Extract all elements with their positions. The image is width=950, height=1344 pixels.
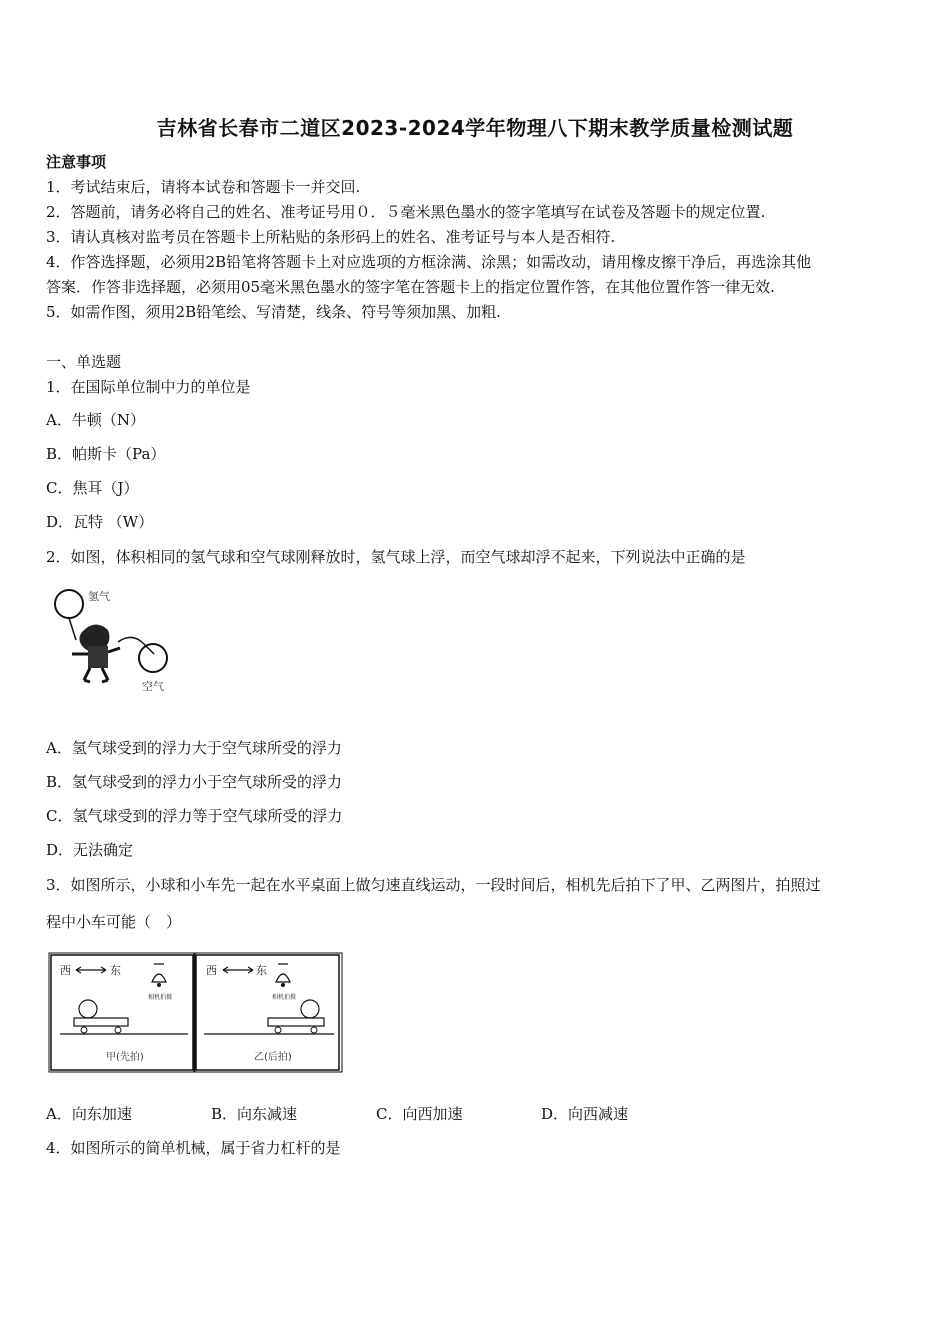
- q2-figure-label-air: 空气: [142, 680, 164, 693]
- q3a-east-label: 东: [110, 964, 121, 977]
- q3-stem-line2: 程中小车可能（ ）: [46, 913, 182, 931]
- notice-item-4: 4．作答选择题，必须用2B铅笔将答题卡上对应选项的方框涂满、涂黑；如需改动，请用橡皮擦干净后，再选涂其他: [46, 253, 812, 271]
- notice-item-4-cont: 答案．作答非选择题，必须用05毫米黑色墨水的签字笔在答题卡上的指定位置作答，在其他位置作答一律无效.: [46, 278, 775, 296]
- q1-stem: 1．在国际单位制中力的单位是: [46, 378, 251, 396]
- q3-stem-line1: 3．如图所示，小球和小车先一起在水平桌面上做匀速直线运动，一段时间后，相机先后拍下了甲、乙两图片，拍照过: [46, 876, 821, 894]
- q2-stem: 2．如图，体积相同的氢气球和空气球刚释放时，氢气球上浮，而空气球却浮不起来，下列说法中正确的是: [46, 548, 746, 566]
- q1-option-b: B．帕斯卡（Pa）: [46, 445, 166, 463]
- q3a-camera-label: 相机拍摄: [148, 994, 173, 1001]
- q1-option-d: D．瓦特 （W）: [46, 513, 154, 531]
- q2-option-d: D．无法确定: [46, 841, 134, 859]
- q3a-west-label: 西: [60, 964, 71, 977]
- q3b-east-label: 东: [256, 964, 267, 977]
- q3-option-d: D．向西减速: [541, 1105, 629, 1123]
- q1-option-a: A．牛顿（N）: [46, 411, 145, 429]
- notice-item-1: 1．考试结束后，请将本试卷和答题卡一并交回.: [46, 178, 361, 196]
- notice-item-2: 2．答题前，请务必将自己的姓名、准考证号用０．５毫米黑色墨水的签字笔填写在试卷及答题卡的规定位置.: [46, 203, 766, 221]
- q2-option-a: A．氢气球受到的浮力大于空气球所受的浮力: [46, 739, 342, 757]
- q3-option-a: A．向东加速: [46, 1105, 132, 1123]
- q2-option-b: B．氢气球受到的浮力小于空气球所受的浮力: [46, 773, 343, 791]
- q1-option-c: C．焦耳（J）: [46, 479, 139, 497]
- q4-stem: 4．如图所示的简单机械，属于省力杠杆的是: [46, 1139, 341, 1157]
- q3a-caption: 甲(先拍): [106, 1052, 144, 1063]
- notice-item-5: 5．如需作图，须用2B铅笔绘、写清楚，线条、符号等须加黑、加粗.: [46, 303, 501, 321]
- q3b-camera-label: 相机拍摄: [272, 994, 297, 1001]
- notice-heading: 注意事项: [46, 153, 107, 171]
- q3b-west-label: 西: [206, 964, 217, 977]
- q3-option-c: C．向西加速: [376, 1105, 463, 1123]
- q3-photo-figure: [48, 952, 344, 1074]
- section-heading: 一、单选题: [46, 353, 122, 371]
- notice-item-3: 3．请认真核对监考员在答题卡上所粘贴的条形码上的姓名、准考证号与本人是否相符.: [46, 228, 616, 246]
- page-title: 吉林省长春市二道区2023-2024学年物理八下期末教学质量检测试题: [156, 116, 794, 140]
- q3-option-b: B．向东减速: [211, 1105, 298, 1123]
- q2-balloon-figure: [50, 582, 180, 697]
- q3b-caption: 乙(后拍): [254, 1052, 292, 1063]
- q2-figure-label-hydrogen: 氢气: [88, 590, 110, 603]
- q2-option-c: C．氢气球受到的浮力等于空气球所受的浮力: [46, 807, 343, 825]
